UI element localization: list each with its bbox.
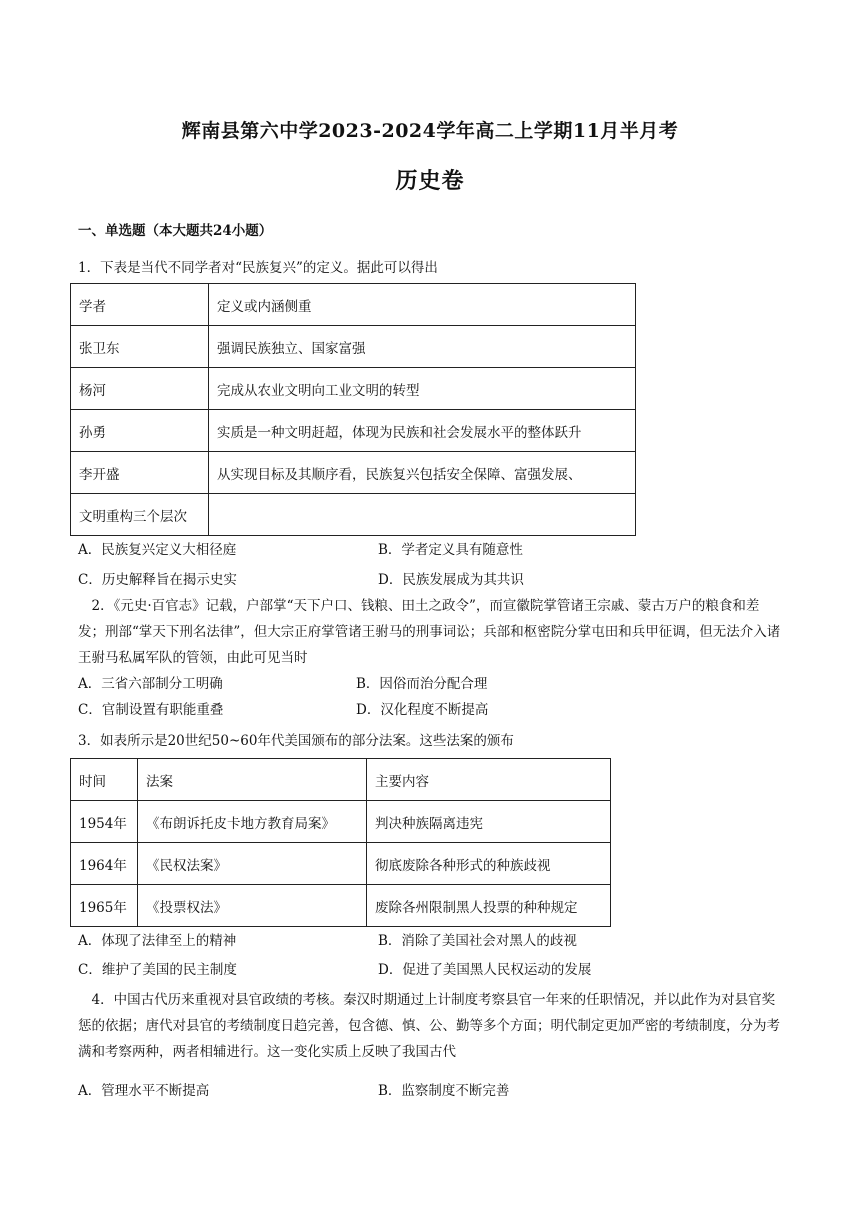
table-cell: 实质是一种文明赶超，体现为民族和社会发展水平的整体跃升 bbox=[209, 410, 636, 452]
table-cell: 1954年 bbox=[71, 801, 138, 843]
question-1-option-a: A．民族复兴定义大相径庭 bbox=[78, 542, 237, 558]
question-3-option-c: C．维护了美国的民主制度 bbox=[78, 962, 237, 978]
question-4-option-b: B．监察制度不断完善 bbox=[378, 1083, 510, 1099]
table-cell: 学者 bbox=[71, 284, 209, 326]
table-cell: 《布朗诉托皮卡地方教育局案》 bbox=[138, 801, 367, 843]
table-cell: 废除各州限制黑人投票的种种规定 bbox=[367, 885, 611, 927]
question-3-option-a: A．体现了法律至上的精神 bbox=[78, 933, 237, 949]
table-cell: 张卫东 bbox=[71, 326, 209, 368]
table-cell bbox=[209, 494, 636, 536]
table-cell: 判决种族隔离违宪 bbox=[367, 801, 611, 843]
table-row bbox=[71, 885, 611, 927]
question-4-option-a: A．管理水平不断提高 bbox=[78, 1083, 210, 1099]
question-4-stem: 4．中国古代历来重视对县官政绩的考核。秦汉时期通过上计制度考察县官一年来的任职情况，并以此作为对县官奖惩的依据；唐代对县官的考绩制度日趋完善，包含德、慎、公、勤等多个方面；明代制定更加严密的考绩制度，分为考满和考察两种，两者相辅进行。这一变化实质上反映了我国古代 bbox=[78, 992, 780, 1060]
table-cell: 1964年 bbox=[71, 843, 138, 885]
table-row bbox=[71, 284, 636, 326]
table-cell: 孙勇 bbox=[71, 410, 209, 452]
table-cell: 《民权法案》 bbox=[138, 843, 367, 885]
table-cell: 主要内容 bbox=[367, 759, 611, 801]
question-2-option-b: B．因俗而治分配合理 bbox=[356, 676, 488, 692]
table-cell: 从实现目标及其顺序看，民族复兴包括安全保障、富强发展、 bbox=[209, 452, 636, 494]
question-1-option-d: D．民族发展成为其共识 bbox=[378, 572, 524, 588]
table-row bbox=[71, 759, 611, 801]
question-3-option-b: B．消除了美国社会对黑人的歧视 bbox=[378, 933, 577, 949]
question-1-option-b: B．学者定义具有随意性 bbox=[378, 542, 523, 558]
table-cell: 1965年 bbox=[71, 885, 138, 927]
question-1-table bbox=[70, 283, 636, 536]
table-cell: 李开盛 bbox=[71, 452, 209, 494]
table-row bbox=[71, 410, 636, 452]
question-3-option-d: D．促进了美国黑人民权运动的发展 bbox=[378, 962, 592, 978]
table-row bbox=[71, 494, 636, 536]
table-cell: 彻底废除各种形式的种族歧视 bbox=[367, 843, 611, 885]
table-cell: 文明重构三个层次 bbox=[71, 494, 209, 536]
table-row bbox=[71, 326, 636, 368]
question-2-option-a: A．三省六部制分工明确 bbox=[78, 676, 223, 692]
table-cell: 时间 bbox=[71, 759, 138, 801]
exam-subtitle: 历史卷 bbox=[395, 168, 465, 194]
question-2-option-c: C．官制设置有职能重叠 bbox=[78, 702, 224, 718]
question-1-stem: 1．下表是当代不同学者对“民族复兴”的定义。据此可以得出 bbox=[78, 260, 438, 276]
table-row bbox=[71, 843, 611, 885]
table-row bbox=[71, 452, 636, 494]
question-2-option-d: D．汉化程度不断提高 bbox=[356, 702, 489, 718]
table-cell: 《投票权法》 bbox=[138, 885, 367, 927]
question-1-option-c: C．历史解释旨在揭示史实 bbox=[78, 572, 237, 588]
question-2-stem: 2．《元史·百官志》记载，户部掌“天下户口、钱粮、田土之政令”，而宣徽院掌管诸王宗戚、蒙古万户的粮食和差发；刑部“掌天下刑名法律”，但大宗正府掌管诸王驸马的刑事词讼；兵部和枢密院分掌屯田和兵甲征调，但无法介入诸王驸马私属军队的管领，由此可见当时 bbox=[78, 598, 781, 666]
table-cell: 定义或内涵侧重 bbox=[209, 284, 636, 326]
question-3-stem: 3．如表所示是20世纪50~60年代美国颁布的部分法案。这些法案的颁布 bbox=[78, 733, 514, 749]
table-cell: 杨河 bbox=[71, 368, 209, 410]
table-cell: 强调民族独立、国家富强 bbox=[209, 326, 636, 368]
table-row bbox=[71, 368, 636, 410]
section-heading: 一、单选题（本大题共24小题） bbox=[78, 223, 273, 239]
exam-title: 辉南县第六中学2023-2024学年高二上学期11月半月考 bbox=[181, 120, 679, 142]
table-cell: 完成从农业文明向工业文明的转型 bbox=[209, 368, 636, 410]
table-cell: 法案 bbox=[138, 759, 367, 801]
table-row bbox=[71, 801, 611, 843]
question-3-table bbox=[70, 758, 611, 927]
